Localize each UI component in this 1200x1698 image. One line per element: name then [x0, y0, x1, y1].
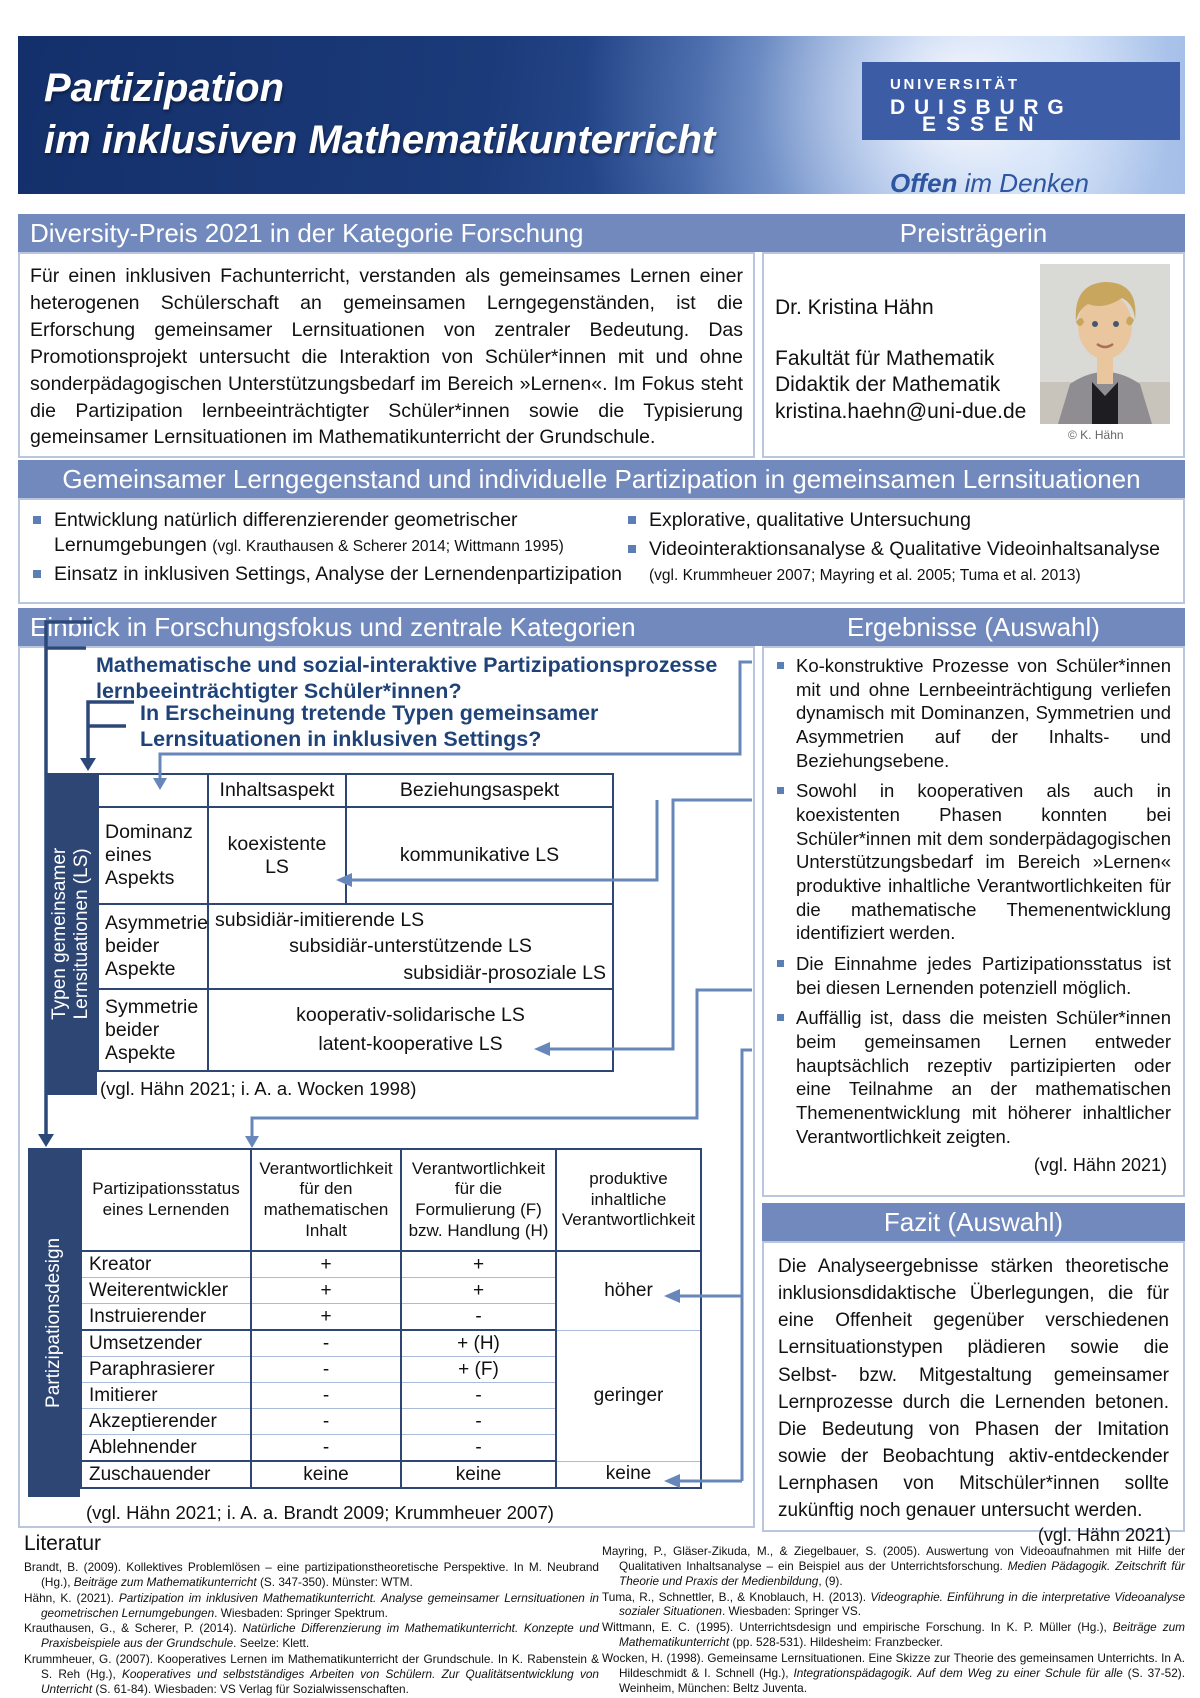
laureate-department: Didaktik der Mathematik	[775, 373, 1001, 397]
table-row: Ablehnender - -	[81, 1435, 701, 1462]
cell-keine: keine	[556, 1461, 701, 1488]
list-item: Einsatz in inklusiven Settings, Analyse der Lernendenpartizipation	[30, 562, 622, 587]
reference: Hähn, K. (2021). Partizipation im inklusiven Mathematikunterricht. Analyse gemeinsamer Lernsituationen in geometrischen Lernumgebungen. Wiesbaden: Springer Spektrum.	[24, 1590, 599, 1620]
laureate-details	[775, 346, 1026, 425]
results-section-header: Ergebnisse (Auswahl)	[762, 608, 1185, 646]
method-bullets-left	[30, 508, 622, 591]
col-header-inhaltsaspekt: Inhaltsaspekt	[208, 774, 346, 807]
photo-credit: © K. Hähn	[1068, 428, 1124, 442]
row-header-symmetrie: Symmetrie beider Aspekte	[98, 989, 208, 1071]
cell-kooperativ: kooperativ-solidarische LS latent-kooperative LS	[208, 989, 613, 1071]
reference: Krummheuer, G. (2007). Kooperatives Lernen im Mathematikunterricht der Grundschule. In K. Rabenstein & S. Reh (Hg.), Kooperatives und selbstständiges Arbeiten von Schülern. Zur Qualitätsentwicklung von Unterricht (S. 61-84). Wiesbaden: VS Verlag für Sozialwissenschaften.	[24, 1652, 599, 1696]
award-box	[18, 252, 755, 458]
reference: Tuma, R., Schnettler, B., & Knoblauch, H. (2013). Videographie. Einführung in die interpretative Videoanalyse sozialer Situationen. Wiesbaden: Springer VS.	[602, 1589, 1186, 1619]
reference: Wocken, H. (1998). Gemeinsame Lernsituationen. Eine Skizze zur Theorie des gemeinsamen Unterrichts. In A. Hildeschmidt & I. Schnell (Hg.), Integrationspädagogik. Auf dem Weg zu einer Schule für alle (S. 37-52). Weinheim, München: Beltz Juventa.	[602, 1651, 1185, 1695]
col-header-produktiv: produktive inhaltliche Verantwortlichkeit	[556, 1149, 701, 1251]
col-header-beziehungsaspekt: Beziehungsaspekt	[346, 774, 613, 807]
results-citation: (vgl. Hähn 2021)	[1033, 1155, 1167, 1176]
conclusion-text: Die Analyseergebnisse stärken theoretische inklusionsdidaktische Überlegungen, die für eine Offenheit gegenüber verschiedenen Lernsituationstypen plädieren sowie die Selbst- bzw. Mitgestaltung gemeinsamer Lernprozesse durch die Lernenden betonen. Die Bedeutung von Phasen der Imitation sowie der Beobachtung aktiv-entdeckender Lernphasen von Mitschüler*innen sollte zukünftig noch genauer untersucht werden.	[778, 1256, 1169, 1522]
reference: Brandt, B. (2009). Kollektives Problemlösen – eine partizipationstheoretische Perspektive. In M. Neubrand (Hg.), Beiträge zum Mathematikunterricht (S. 347-350). Münster: WTM.	[24, 1560, 599, 1589]
university-logo	[862, 62, 1180, 140]
table-row: Umsetzender - + (H) geringer	[81, 1330, 701, 1357]
header-banner	[18, 36, 1185, 198]
cell-subsidiaer: subsidiär-imitierende LS subsidiär-unterstützende LS subsidiär-prosoziale LS	[208, 904, 613, 989]
award-body-text: Für einen inklusiven Fachunterricht, verstanden als gemeinsames Lernen einer heterogenen Schülerschaft an gemeinsamen Lerngegenständen, ist die Erforschung gemeinsamer Lernsituationen von zentraler Bedeutung. Das Promotionsprojekt untersucht die Interaktion von Schüler*innen mit und ohne sonderpädagogischen Unterstützungsbedarf im Bereich »Lernen«. Im Fokus steht die Partizipation lernbeeinträchtigter Schüler*innen sowie die Typisierung gemeinsamer Lernsituationen im Mathematikunterricht der Grundschule.	[30, 265, 743, 449]
list-item: Die Einnahme jedes Partizipationsstatus ist bei diesen Lernenden potenziell möglich.	[776, 952, 1171, 999]
laureate-section-header: Preisträgerin	[762, 214, 1185, 252]
logo-duisburg: DUISBURG	[890, 96, 1073, 119]
cell-kommunikative: kommunikative LS	[346, 807, 613, 904]
laureate-photo	[1040, 264, 1170, 424]
poster-title	[44, 62, 715, 166]
university-tagline: Offen im Denken	[890, 168, 1089, 198]
cell-geringer: geringer	[556, 1330, 701, 1461]
literature-left-column	[24, 1560, 599, 1698]
logo-essen: ESSEN	[922, 113, 1044, 136]
research-question-2: In Erscheinung tretende Typen gemeinsamer Lernsituationen in inklusiven Settings?	[140, 701, 599, 752]
laureate-name: Dr. Kristina Hähn	[775, 296, 934, 319]
list-item: Auffällig ist, dass die meisten Schüler*innen beim gemeinsamen Lernen entweder hauptsächlich rezeptiv partizipierten oder eine Teilnahme an der mathematischen Themenentwicklung mit höherer inhaltlicher Verantwortlichkeit zeigten.	[776, 1006, 1171, 1148]
list-item: Entwicklung natürlich differenzierender geometrischer Lernumgebungen (vgl. Krauthausen & Scherer 2014; Wittmann 1995)	[30, 508, 622, 558]
list-item: Ko-konstruktive Prozesse von Schüler*innen mit und ohne Lernbeeinträchtigung verliefen dynamisch mit Dominanzen, Symmetrien und Asymmetrien auf der Inhalts- und Beziehungsebene.	[776, 654, 1171, 772]
learning-situation-table	[97, 773, 614, 1072]
row-header-asymmetrie: Asymmetrie beider Aspekte	[98, 904, 208, 989]
method-section-header: Gemeinsamer Lerngegenstand und individuelle Partizipation in gemeinsamen Lernsituationen	[18, 460, 1185, 498]
table-pd-side-label: Partizipationsdesign	[28, 1148, 80, 1497]
logo-universitaet: UNIVERSITÄT	[890, 76, 1020, 93]
table-cell-empty	[98, 774, 208, 807]
participation-status-table	[80, 1148, 702, 1489]
literature-right-column	[602, 1544, 1185, 1697]
laureate-faculty: Fakultät für Mathematik	[775, 347, 995, 370]
table-row: Paraphrasierer - + (F)	[81, 1357, 701, 1383]
cell-koexistente: koexistente LS	[208, 807, 346, 904]
table-row: Zuschauender keine keine keine	[81, 1461, 701, 1488]
list-item: Explorative, qualitative Untersuchung	[625, 508, 1177, 533]
cell-hoeher: höher	[556, 1251, 701, 1330]
method-bullets-right	[625, 508, 1177, 591]
conclusion-citation: (vgl. Hähn 2021)	[1037, 1524, 1171, 1545]
title-line-2: im inklusiven Mathematikunterricht	[44, 118, 716, 162]
laureate-email: kristina.haehn@uni-due.de	[775, 399, 1027, 423]
table-pd-citation: (vgl. Hähn 2021; i. A. a. Brandt 2009; Krummheuer 2007)	[86, 1502, 554, 1523]
table-row: Akzeptierender - -	[81, 1409, 701, 1435]
focus-section-header: Einblick in Forschungsfokus und zentrale Kategorien	[18, 608, 767, 646]
research-question-1: Mathematische und sozial-interaktive Partizipationsprozesse lernbeeinträchtigter Schüler*innen?	[96, 653, 718, 704]
table-row: Imitierer - -	[81, 1383, 701, 1409]
reference: Mayring, P., Gläser-Zikuda, M., & Ziegelbauer, S. (2005). Auswertung von Videoaufnahmen mit Hilfe der Qualitativen Inhaltsanalyse – ein Beispiel aus der Unterrichtsforschung. Medien Pädagogik. Zeitschrift für Theorie und Praxis der Medienbildung, (9).	[602, 1544, 1185, 1588]
reference: Wittmann, E. C. (1995). Unterrichtsdesign und empirische Forschung. In K. P. Müller (Hg.), Beiträge zum Mathematikunterricht (pp. 528-531). Hildesheim: Franzbecker.	[602, 1620, 1185, 1650]
results-bullets	[776, 654, 1171, 1148]
results-box	[762, 646, 1185, 1197]
inline-citation: (vgl. Krummheuer 2007; Mayring et al. 2005; Tuma et al. 2013)	[649, 566, 1081, 584]
table-row: Instruierender + -	[81, 1304, 701, 1331]
table-row: Weiterentwickler + +	[81, 1278, 701, 1304]
award-section-header: Diversity-Preis 2021 in der Kategorie Forschung	[18, 214, 767, 252]
list-item: Videointeraktionsanalyse & Qualitative Videoinhaltsanalyse (vgl. Krummheuer 2007; Mayring et al. 2005; Tuma et al. 2013)	[625, 537, 1177, 587]
inline-citation: (vgl. Krauthausen & Scherer 2014; Wittmann 1995)	[212, 537, 564, 555]
conclusion-section-header: Fazit (Auswahl)	[762, 1203, 1185, 1241]
title-line-1: Partizipation	[44, 66, 285, 110]
table-row: Kreator + + höher	[81, 1251, 701, 1278]
col-header-verantwortung-formulierung: Verantwortlichkeit für die Formulierung (F) bzw. Handlung (H)	[401, 1149, 556, 1251]
row-header-dominanz: Dominanz eines Aspekts	[98, 807, 208, 904]
col-header-status: Partizipationsstatus eines Lernenden	[81, 1149, 251, 1251]
reference: Krauthausen, G., & Scherer, P. (2014). Natürliche Differenzierung im Mathematikunterricht. Konzepte und Praxisbeispiele aus der Grundschule. Seelze: Klett.	[24, 1621, 599, 1651]
col-header-verantwortung-inhalt: Verantwortlichkeit für den mathematischen Inhalt	[251, 1149, 401, 1251]
literature-heading: Literatur	[24, 1532, 102, 1555]
table-ls-side-label: Typen gemeinsamer Lernsituationen (LS)	[45, 773, 97, 1095]
table-ls-citation: (vgl. Hähn 2021; i. A. a. Wocken 1998)	[100, 1078, 417, 1099]
conclusion-box	[762, 1241, 1185, 1545]
list-item: Sowohl in kooperativen als auch in koexistenten Phasen konnten bei Schüler*innen mit dem sonderpädagogischen Unterstützungsbedarf im Bereich »Lernen« produktive inhaltliche Verantwortlichkeiten für die mathematische Themenentwicklung identifiziert werden.	[776, 779, 1171, 945]
